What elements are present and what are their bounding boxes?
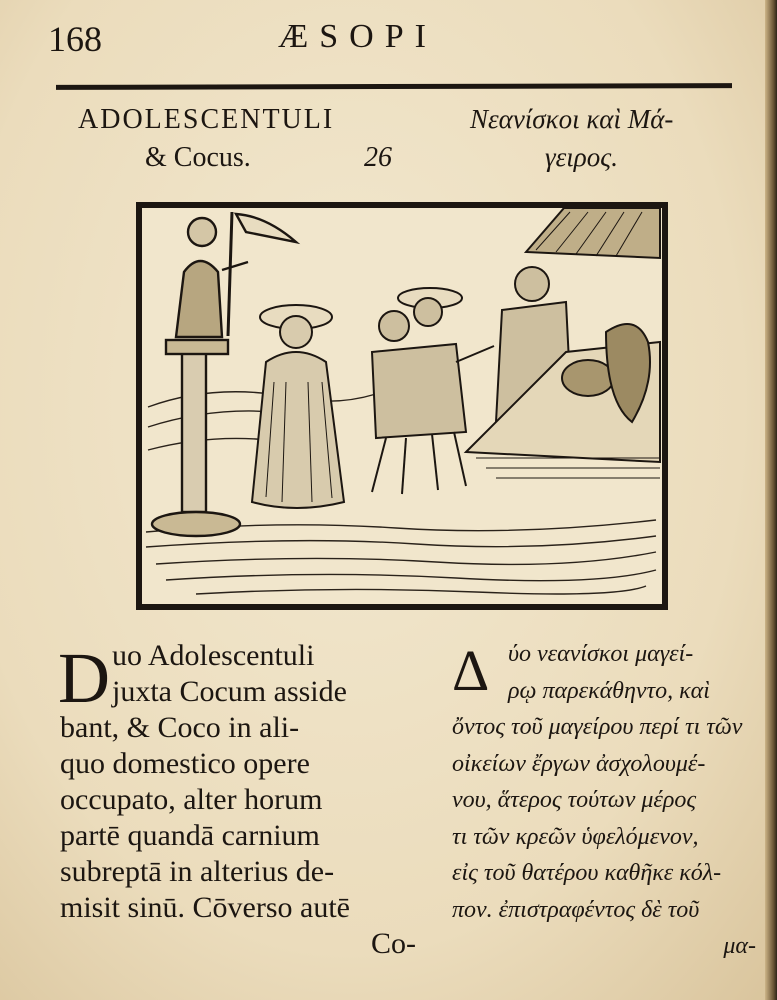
latin-line: uo Adolescentuli [112,639,315,672]
greek-line: ρῳ παρεκάθηντο, καὶ [508,677,710,704]
greek-text-block [452,636,756,965]
greek-line: πον. ἐπιστραφέντος δὲ τοῦ [452,896,700,923]
greek-catchword: μα- [723,933,756,959]
latin-line: bant, & Coco in ali- [60,711,300,744]
header-rule [56,83,732,90]
greek-title-line2: γειρος. [545,142,618,172]
latin-line: quo domestico opere [60,747,310,780]
greek-line: τι τῶν κρεῶν ὑφελόμενον, [452,823,699,850]
page-number: 168 [48,19,102,59]
greek-line: ύο νεανίσκοι μαγεί- [508,641,694,667]
greek-line: ὄντος τοῦ μαγείρου περί τι τῶν [452,714,743,740]
greek-drop-cap: Δ [452,638,490,703]
fable-number: 26 [364,142,392,173]
latin-title-line1: ADOLESCENTULI [78,104,335,135]
latin-line: misit sinū. Cōverso autē [60,891,350,924]
latin-catchword: Co- [371,927,416,960]
woodcut-illustration [136,202,668,610]
greek-line: οἰκείων ἔργων ἀσχολουμέ- [452,750,706,777]
greek-line: εἰς τοῦ θατέρου καθῆκε κόλ- [452,860,722,886]
latin-line: juxta Cocum asside [112,675,347,708]
latin-line: occupato, alter horum [60,783,323,816]
latin-line: partē quandā carnium [60,819,320,852]
greek-line: νου, ἅτερος τούτων μέρος [452,787,697,813]
greek-title-line1: Νεανίσκοι καὶ Μά- [470,104,674,134]
running-title: ÆSOPI [278,18,437,55]
latin-drop-cap: D [58,638,110,718]
latin-title-line2: & Cocus. [145,142,251,173]
latin-text-block [60,638,416,962]
latin-line: subreptā in alterius de- [60,855,335,888]
page-gutter-edge [765,0,777,1000]
